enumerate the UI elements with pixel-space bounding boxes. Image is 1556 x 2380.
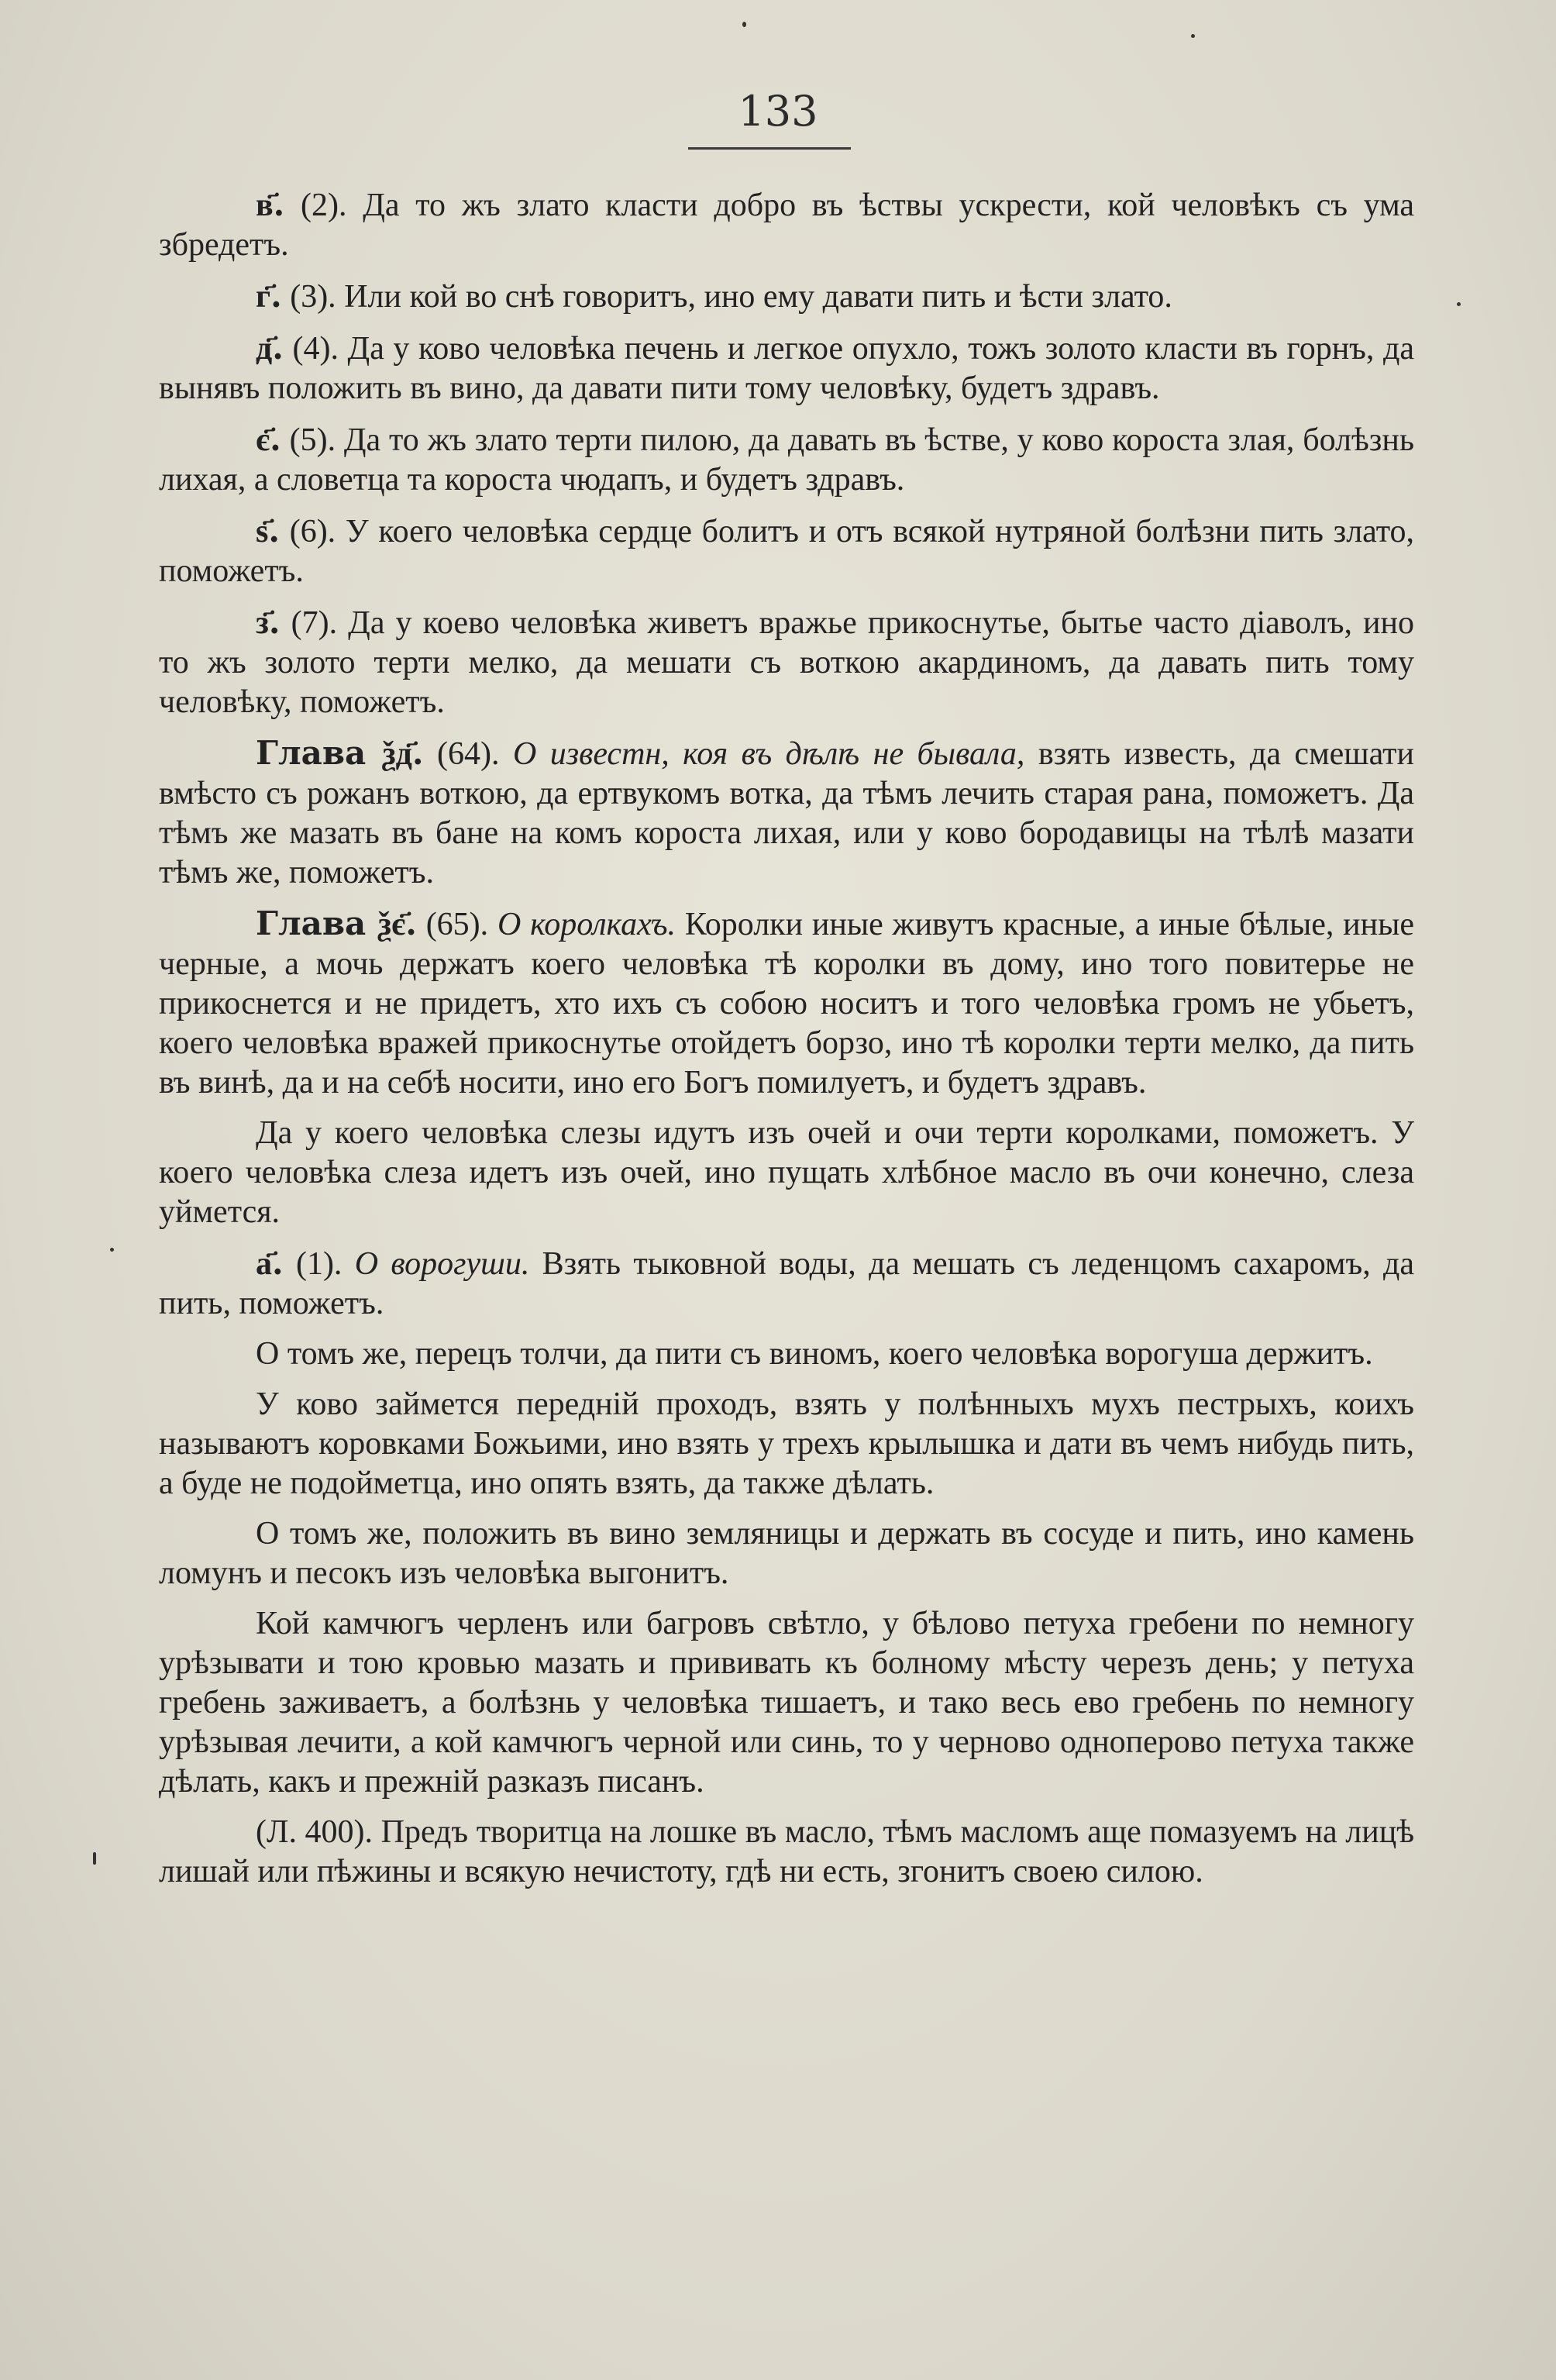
paragraph-text: О томъ же, перецъ толчи, да пити съ виномъ, коего человѣка ворогуша держитъ. xyxy=(256,1336,1373,1372)
section-number: (64). xyxy=(437,736,500,772)
section-number: (4). xyxy=(292,331,339,367)
paragraph-text: О томъ же, положить въ вино земляницы и держать въ сосуде и пить, ино камень ломунъ и песокъ изъ человѣка выгонитъ. xyxy=(159,1516,1414,1591)
paragraph xyxy=(159,1243,1414,1324)
paragraph-text: Предъ творитца на лошке въ масло, тѣмъ масломъ аще помазуемъ на лицѣ лишай или пѣжины и всякую нечистоту, гдѣ ни есть, згонитъ своею силою. xyxy=(159,1814,1414,1889)
section-number: (2). xyxy=(301,188,347,223)
paragraph-text: Да то жъ злато класти добро въ ѣствы ускрести, кой человѣкъ съ ума збредетъ. xyxy=(159,188,1415,263)
section-number: (65). xyxy=(425,907,489,942)
section-mark: а҃. xyxy=(256,1244,284,1282)
paragraph xyxy=(159,733,1414,893)
paper-speck xyxy=(93,1852,96,1865)
paragraph xyxy=(159,184,1414,265)
paragraph xyxy=(159,1335,1414,1374)
paragraph xyxy=(159,419,1414,500)
section-number: (6). xyxy=(289,514,336,549)
section-heading: О ворогуши. xyxy=(354,1246,530,1282)
section-heading: О королкахъ. xyxy=(497,907,676,942)
paragraph xyxy=(159,1604,1414,1802)
section-mark: д҃. xyxy=(256,329,284,367)
paragraph-text: Королки иные живутъ красные, а иные бѣлые, иные черные, а мочь держатъ коего человѣка тѣ королки въ дому, ино того повитерье не прикоснется и не придетъ, хто ихъ съ собою носитъ и того человѣка громъ не убьетъ, коего человѣка вражей прикоснутье отойдетъ борзо, ино тѣ королки терти мелко, да пить въ винѣ, да и на себѣ носити, ино его Богъ помилуетъ, и будетъ здравъ. xyxy=(159,907,1414,1100)
paragraph xyxy=(159,602,1414,722)
paragraph-text: Взять тыковной воды, да мешать съ леденцомъ сахаромъ, да пить, поможетъ. xyxy=(159,1246,1415,1321)
paragraph xyxy=(159,511,1414,591)
section-number: (1). xyxy=(295,1246,343,1282)
paragraph xyxy=(159,1813,1414,1892)
section-mark: ѕ҃. xyxy=(256,511,280,549)
paragraph xyxy=(159,1114,1414,1232)
section-mark: Глава ѯд҃. xyxy=(256,734,424,772)
paragraph-text: Да то жъ злато терти пилою, да давать въ ѣстве, у ково короста злая, болѣзнь лихая, а словетца та короста чюдапъ, и будетъ здравъ. xyxy=(159,422,1414,498)
section-mark: г҃. xyxy=(256,277,282,315)
section-number: (7). xyxy=(291,605,338,641)
paragraph xyxy=(159,276,1414,317)
section-mark: Глава ѯє҃. xyxy=(256,904,417,942)
paper-speck xyxy=(110,1248,114,1252)
paper-speck xyxy=(742,22,746,27)
page-body xyxy=(159,184,1414,1903)
paragraph xyxy=(159,328,1414,408)
paragraph-text: Да у коево человѣка живетъ вражье прикоснутье, бытье часто діаволъ, ино то жъ золото терти мелко, да мешати съ воткою акардиномъ, да давать пить тому человѣку, поможетъ. xyxy=(159,605,1414,720)
paragraph-text: У ково займется передній проходъ, взять у полѣнныхъ мухъ пестрыхъ, коихъ называютъ коровками Божьими, ино взять у трехъ крылышка и дати въ чемъ нибудь пить, а буде не подойметца, ино опять взять, да также дѣлать. xyxy=(159,1386,1414,1501)
section-number: (3). xyxy=(290,279,336,315)
paragraph-text: Да у ково человѣка печень и легкое опухло, тожъ золото класти въ горнъ, да вынявъ положить въ вино, да давати пити тому человѣку, будетъ здравъ. xyxy=(159,331,1414,406)
paragraph-text: взять известь, да смешати вмѣсто съ рожанъ воткою, да ертвукомъ вотка, да тѣмъ лечить старая рана, поможетъ. Да тѣмъ же мазать въ бане на комъ короста лихая, или у ково бородавицы на тѣлѣ мазати тѣмъ же, поможетъ. xyxy=(159,736,1415,890)
section-mark: є҃. xyxy=(256,420,281,458)
section-mark: в҃. xyxy=(256,185,285,223)
paper-speck xyxy=(1457,302,1461,306)
paragraph xyxy=(159,1514,1414,1593)
page-number-underline xyxy=(688,147,851,150)
section-heading: О известн, коя въ дѣлѣ не бывала, xyxy=(512,736,1025,772)
paragraph-text: Кой камчюгъ черленъ или багровъ свѣтло, у бѣлово петуха гребени по немногу урѣзывати и тою кровью мазать и прививать къ болному мѣсту черезъ день; у петуха гребень заживаетъ, а болѣзнь у человѣка тишаетъ, и тако весь ево гребень по немногу урѣзывая лечити, а кой камчюгъ черной или синь, то у черново одноперово петуха также дѣлать, какъ и прежній разказъ писанъ. xyxy=(159,1606,1414,1800)
paragraph-text: У коего человѣка сердце болитъ и отъ всякой нутряной болѣзни пить злато, поможетъ. xyxy=(159,514,1415,589)
paragraph-text: Или кой во снѣ говоритъ, ино ему давати пить и ѣсти злато. xyxy=(344,279,1172,315)
section-number: (Л. 400). xyxy=(256,1814,374,1850)
paragraph xyxy=(159,1385,1414,1503)
paragraph-text: Да у коего человѣка слезы идутъ изъ очей и очи терти королками, поможетъ. У коего человѣка слеза идетъ изъ очей, ино пущать хлѣбное масло въ очи конечно, слеза уймется. xyxy=(159,1115,1414,1230)
section-number: (5). xyxy=(289,422,336,458)
page-number: 133 xyxy=(738,87,818,136)
paper-speck xyxy=(1191,34,1195,38)
paragraph xyxy=(159,904,1414,1103)
section-mark: з҃. xyxy=(256,603,281,641)
